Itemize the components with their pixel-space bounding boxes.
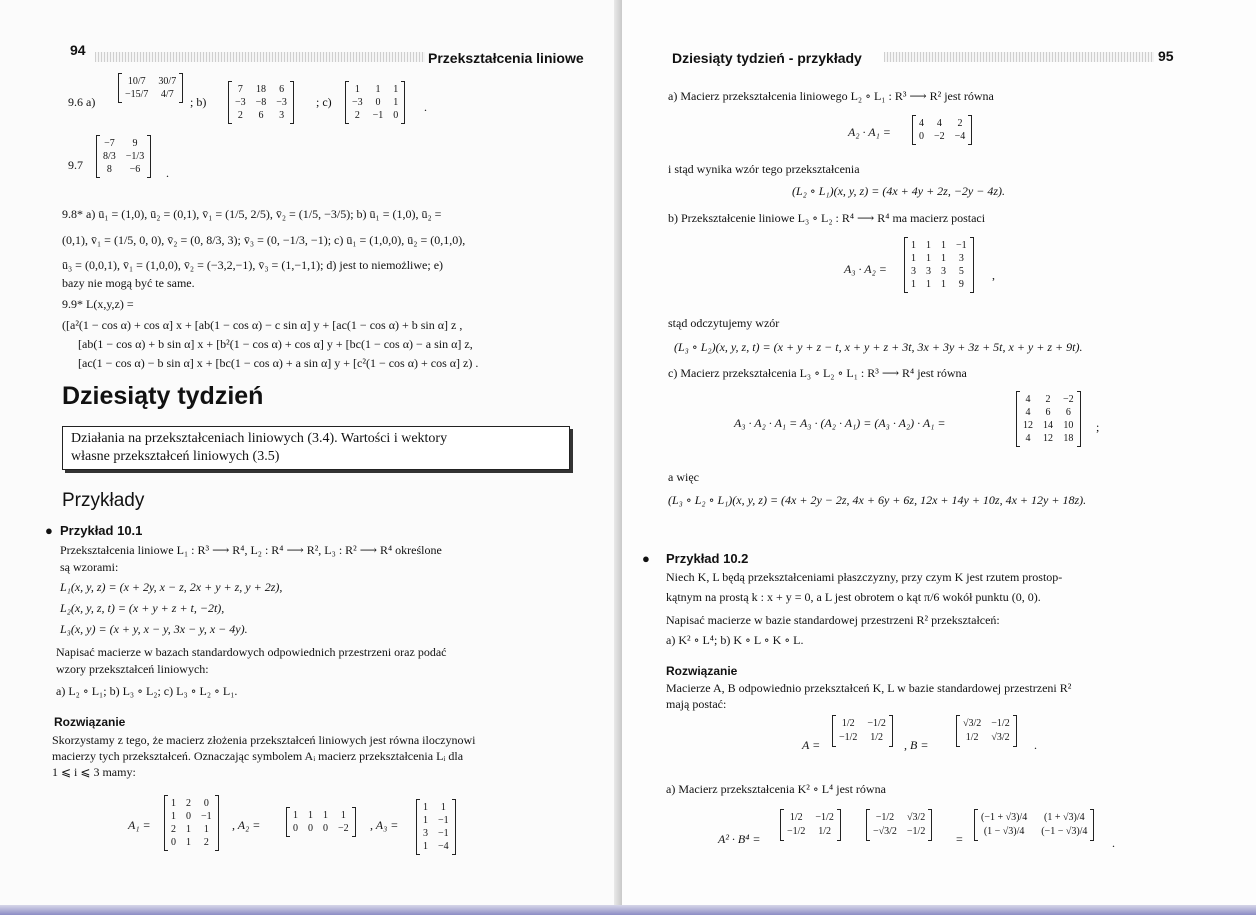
matrix-A3	[416, 800, 456, 854]
text-line: a) K² ∘ L⁴; b) K ∘ L ∘ K ∘ L.	[666, 633, 804, 647]
matrix-cell: 0	[308, 823, 313, 834]
topic-line: Działania na przekształceniach liniowych (3.4). Wartości i wektory	[71, 431, 448, 446]
text-line: b) Przekształcenie liniowe L₃ ∘ L₂ : R⁴ ⟶ R⁴ ma macierz postaci	[668, 211, 986, 225]
matrix-cell: 12	[1023, 420, 1033, 431]
matrix-cell: 3	[911, 266, 916, 277]
formula: L₁(x, y, z) = (x + 2y, x − z, 2x + y + z, y + 2z),	[60, 580, 283, 594]
matrix-cell: −1/2	[875, 812, 895, 823]
text-line: Napisać macierze w bazie standardowej przestrzeni R² przekształceń:	[666, 613, 1000, 627]
matrix-label: A₃ · A₂ · A₁ = A₃ · (A₂ · A₁) = (A₃ · A₂) · A₁ =	[734, 416, 946, 430]
right-page	[622, 0, 1256, 915]
matrix-cell: −2	[1063, 394, 1074, 405]
page-number-left: 94	[70, 42, 86, 58]
matrix-cell: 1/2	[965, 732, 979, 743]
matrix-9-7	[96, 136, 151, 177]
matrix-cell: −2	[934, 131, 945, 142]
matrix-cell: (−1 + √3)/4	[981, 812, 1028, 823]
matrix-cell: 0	[375, 97, 381, 108]
matrix-cell: −1/2	[787, 826, 806, 837]
matrix-9-6b	[228, 82, 294, 123]
matrix-9-6c	[345, 82, 405, 123]
matrix-cell: 1/2	[841, 718, 855, 729]
matrix-cell: (−1 − √3)/4	[1041, 826, 1088, 837]
matrix-A-squared	[780, 810, 841, 840]
matrix-cell: 6	[258, 110, 264, 121]
punctuation: ,	[992, 268, 995, 282]
matrix-cell: −1/2	[867, 718, 886, 729]
formula: L₃(x, y) = (x + y, x − y, 3x − y, x − 4y).	[60, 622, 248, 636]
exercise-label: 9.7	[68, 158, 83, 172]
matrix-cell: 1/2	[789, 812, 803, 823]
matrix-cell: 0	[323, 823, 328, 834]
matrix-cell: 1	[926, 240, 931, 251]
text-line: Niech K, L będą przekształceniami płaszczyzny, przy czym K jest rzutem prostop-	[666, 570, 1063, 584]
matrix-cell: 4	[1025, 433, 1031, 444]
matrix-cell: 1	[323, 810, 328, 821]
text-line: Skorzystamy z tego, że macierz złożenia przekształceń liniowych jest równa iloczynowi	[52, 733, 476, 747]
matrix-cell: 1	[941, 279, 946, 290]
text-line: są wzorami:	[60, 560, 119, 574]
matrix-cell: −1/2	[839, 732, 858, 743]
matrix-cell: 1/2	[870, 732, 884, 743]
matrix-cell: −7	[104, 138, 115, 149]
matrix-cell: 1	[186, 824, 191, 835]
matrix-cell: √3/2	[991, 732, 1010, 743]
matrix-cell: 12	[1043, 433, 1053, 444]
matrix-cell: −3	[276, 97, 287, 108]
formula: (L₃ ∘ L₂)(x, y, z, t) = (x + y + z − t, x + y + z + 3t, 3x + 3y + 3z + 5t, x + y + z + 9t).	[674, 340, 1083, 354]
answer-line: ū₃ = (0,0,1), v̄₁ = (1,0,0), v̄₂ = (−3,2,−1), v̄₃ = (1,−1,1); d) jest to niemożliwe; e)	[62, 258, 444, 272]
text-line: 1 ⩽ i ⩽ 3 mamy:	[52, 765, 136, 779]
matrix-cell: −1	[438, 815, 449, 826]
formula: (L₃ ∘ L₂ ∘ L₁)(x, y, z) = (4x + 2y − 2z, 4x + 6y + 6z, 12x + 14y + 10z, 4x + 12y + 18z).	[668, 493, 1087, 507]
answer-line: 9.9* L(x,y,z) =	[62, 297, 134, 311]
page-number-right: 95	[1158, 48, 1174, 64]
matrix-label: A₂ · A₁ =	[848, 125, 891, 139]
matrix-A3A2	[904, 238, 974, 292]
text-line: i stąd wynika wzór tego przekształcenia	[668, 162, 860, 176]
text-line: Przekształcenia liniowe L₁ : R³ ⟶ R⁴, L₂ : R⁴ ⟶ R², L₃ : R² ⟶ R⁴ określone	[60, 543, 442, 557]
matrix-cell: −1	[438, 828, 449, 839]
matrix-cell: −4	[954, 131, 966, 142]
bullet-icon: ●	[642, 551, 650, 566]
text-line: a) Macierz przekształcenia liniowego L₂ ∘ L₁ : R³ ⟶ R² jest równa	[668, 89, 994, 103]
matrix-cell: 2	[171, 824, 176, 835]
matrix-cell: 1	[186, 837, 191, 848]
matrix-cell: 6	[1065, 407, 1071, 418]
matrix-cell: 1	[440, 802, 446, 813]
solution-label: Rozwiązanie	[666, 664, 738, 678]
matrix-cell: 1	[354, 84, 360, 95]
scan-bottom-edge	[0, 905, 1256, 915]
text-line: Napisać macierze w bazach standardowych odpowiednich przestrzeni oraz podać	[56, 645, 447, 659]
matrix-cell: 1	[340, 810, 346, 821]
matrix-cell: 1	[941, 240, 946, 251]
exercise-part-c: ; c)	[316, 95, 332, 109]
matrix-cell: −1	[201, 811, 212, 822]
punctuation: ;	[1096, 420, 1100, 434]
matrix-cell: (1 − √3)/4	[983, 826, 1025, 837]
punctuation: .	[1112, 836, 1115, 850]
matrix-cell: 0	[293, 823, 298, 834]
matrix-label: A₁ =	[128, 818, 151, 832]
matrix-cell: 1	[393, 84, 399, 95]
matrix-cell: 18	[1063, 433, 1074, 444]
answer-line: 9.8* a) ū₁ = (1,0), ū₂ = (0,1), v̄₁ = (1/5, 2/5), v̄₂ = (1/5, −3/5); b) ū₁ = (1,0), ū₂ =	[62, 207, 442, 221]
matrix-cell: −1/3	[125, 151, 145, 162]
matrix-cell: −1	[372, 110, 384, 121]
matrix-cell: 6	[1045, 407, 1051, 418]
matrix-label: A =	[802, 738, 821, 752]
matrix-cell: 4/7	[160, 89, 174, 100]
answer-line: [ab(1 − cos α) + b sin α] x + [b²(1 − cos α) + cos α] y + [bc(1 − cos α) − a sin α] z,	[78, 337, 473, 351]
header-title-right: Dziesiąty tydzień - przykłady	[672, 50, 862, 66]
matrix-label: , B =	[904, 738, 929, 752]
text-line: c) Macierz przekształcenia L₃ ∘ L₂ ∘ L₁ : R³ ⟶ R⁴ jest równa	[668, 366, 967, 380]
matrix-cell: 0	[919, 131, 924, 142]
matrix-cell: 2	[354, 110, 360, 121]
matrix-cell: 1	[423, 815, 428, 826]
matrix-cell: −√3/2	[873, 826, 897, 837]
formula: (L₂ ∘ L₁)(x, y, z) = (4x + 4y + 2z, −2y − 4z).	[792, 184, 1006, 198]
matrix-cell: 1	[375, 84, 381, 95]
answer-line: [ac(1 − cos α) − b sin α] x + [bc(1 − cos α) + a sin α] y + [c²(1 − cos α) + cos α] z) .	[78, 356, 479, 370]
matrix-cell: 1	[293, 810, 298, 821]
matrix-cell: 3	[941, 266, 946, 277]
matrix-label: , A₃ =	[370, 818, 399, 832]
matrix-label: , A₂ =	[232, 818, 261, 832]
matrix-cell: −2	[338, 823, 349, 834]
bullet-icon: ●	[45, 523, 53, 538]
header-rule-right	[884, 52, 1154, 62]
topic-line: własne przekształceń liniowych (3.5)	[71, 449, 280, 464]
matrix-cell: 5	[958, 266, 964, 277]
matrix-cell: 3	[423, 828, 428, 839]
matrix-cell: 10/7	[127, 76, 146, 87]
header-title-left: Przekształcenia liniowe	[428, 50, 584, 66]
answer-line: ([a²(1 − cos α) + cos α] x + [ab(1 − cos α) − c sin α] y + [ac(1 − cos α) + b sin α] z ,	[62, 318, 463, 332]
matrix-cell: 1	[911, 279, 916, 290]
matrix-cell: 4	[1025, 407, 1031, 418]
matrix-cell: 14	[1043, 420, 1053, 431]
header-rule-left	[95, 52, 425, 62]
matrix-cell: 0	[393, 110, 399, 121]
matrix-cell: −8	[255, 97, 267, 108]
matrix-cell: −3	[235, 97, 246, 108]
matrix-cell: 1	[941, 253, 946, 264]
matrix-cell: 1	[911, 240, 916, 251]
matrix-cell: 6	[279, 84, 285, 95]
exercise-label: 9.6 a)	[68, 95, 96, 109]
matrix-cell: 3	[926, 266, 931, 277]
matrix-cell: 9	[132, 138, 138, 149]
answer-line: bazy nie mogą być te same.	[62, 276, 195, 290]
punctuation: .	[166, 166, 169, 180]
text-line: mają postać:	[666, 697, 727, 711]
solution-label: Rozwiązanie	[54, 715, 126, 729]
matrix-cell: 3	[279, 110, 285, 121]
text-line: macierzy tych przekształceń. Oznaczając symbolem Aᵢ macierz przekształcenia Lᵢ dla	[52, 749, 464, 763]
example-title: Przykład 10.1	[60, 523, 143, 538]
matrix-cell: 0	[186, 811, 191, 822]
matrix-cell: 1	[423, 802, 428, 813]
matrix-cell: −1	[956, 240, 967, 251]
matrix-cell: 8/3	[103, 151, 116, 162]
chapter-title: Dziesiąty tydzień	[62, 382, 264, 410]
left-page	[0, 0, 620, 915]
matrix-cell: 1	[171, 811, 176, 822]
matrix-cell: 0	[203, 798, 209, 809]
matrix-cell: 1	[926, 279, 931, 290]
matrix-cell: √3/2	[906, 812, 926, 823]
matrix-cell: 1/2	[818, 826, 832, 837]
matrix-cell: 1	[203, 824, 209, 835]
matrix-cell: 2	[203, 837, 209, 848]
matrix-product-result	[974, 810, 1094, 840]
matrix-cell: 1	[393, 97, 399, 108]
matrix-cell: 0	[171, 837, 176, 848]
topic-box	[62, 426, 570, 470]
matrix-B	[956, 716, 1017, 746]
matrix-A2A1	[912, 116, 972, 144]
equals-sign: =	[956, 832, 963, 846]
matrix-cell: 18	[255, 84, 266, 95]
matrix-cell: 4	[1025, 394, 1031, 405]
matrix-cell: −1/2	[991, 718, 1010, 729]
matrix-cell: 1	[171, 798, 176, 809]
matrix-cell: 2	[237, 110, 243, 121]
section-title: Przykłady	[62, 490, 145, 511]
matrix-cell: 2	[186, 798, 191, 809]
formula: L₂(x, y, z, t) = (x + y + z + t, −2t),	[60, 601, 225, 615]
matrix-cell: 9	[958, 279, 964, 290]
exercise-part-b: ; b)	[190, 95, 207, 109]
matrix-cell: −1/2	[906, 826, 926, 837]
matrix-A2	[286, 808, 356, 836]
matrix-cell: 4	[936, 118, 942, 129]
matrix-A1	[164, 796, 219, 850]
matrix-B-fourth	[866, 810, 932, 840]
example-title: Przykład 10.2	[666, 551, 749, 566]
matrix-label: A² · B⁴ =	[718, 832, 761, 846]
matrix-cell: 2	[1045, 394, 1051, 405]
matrix-A	[832, 716, 893, 746]
matrix-cell: 4	[919, 118, 924, 129]
matrix-cell: 30/7	[158, 76, 177, 87]
matrix-label: A₃ · A₂ =	[844, 262, 887, 276]
matrix-cell: −3	[352, 97, 363, 108]
matrix-cell: −1/2	[815, 812, 834, 823]
matrix-cell: −4	[438, 841, 449, 852]
text-line: a) L₂ ∘ L₁; b) L₃ ∘ L₂; c) L₃ ∘ L₂ ∘ L₁.	[56, 684, 238, 698]
matrix-cell: 1	[911, 253, 916, 264]
matrix-cell: (1 + √3)/4	[1044, 812, 1085, 823]
matrix-cell: −15/7	[125, 89, 149, 100]
text-line: a więc	[668, 470, 699, 484]
matrix-cell: 8	[106, 164, 112, 175]
matrix-cell: 3	[958, 253, 964, 264]
matrix-cell: 1	[423, 841, 428, 852]
text-line: wzory przekształceń liniowych:	[56, 662, 209, 676]
matrix-cell: 7	[237, 84, 243, 95]
text-line: stąd odczytujemy wzór	[668, 316, 780, 330]
text-line: kątnym na prostą k : x + y = 0, a L jest obrotem o kąt π/6 wokół punktu (0, 0).	[666, 590, 1041, 604]
matrix-cell: 10	[1063, 420, 1074, 431]
text-line: a) Macierz przekształcenia K² ∘ L⁴ jest równa	[666, 782, 886, 796]
text-line: Macierze A, B odpowiednio przekształceń K, L w bazie standardowej przestrzeni R²	[666, 681, 1072, 695]
matrix-cell: 1	[308, 810, 313, 821]
punctuation: .	[424, 100, 427, 114]
answer-line: (0,1), v̄₁ = (1/5, 0, 0), v̄₂ = (0, 8/3, 3); v̄₃ = (0, −1/3, −1); c) ū₁ = (1,0,0), ū₂ = (0,1,0),	[62, 233, 466, 247]
matrix-cell: √3/2	[963, 718, 982, 729]
matrix-cell: −6	[129, 164, 141, 175]
matrix-9-6a	[118, 74, 183, 102]
punctuation: .	[1034, 738, 1037, 752]
matrix-cell: 2	[957, 118, 963, 129]
matrix-A3A2A1	[1016, 392, 1081, 446]
matrix-cell: 1	[926, 253, 931, 264]
